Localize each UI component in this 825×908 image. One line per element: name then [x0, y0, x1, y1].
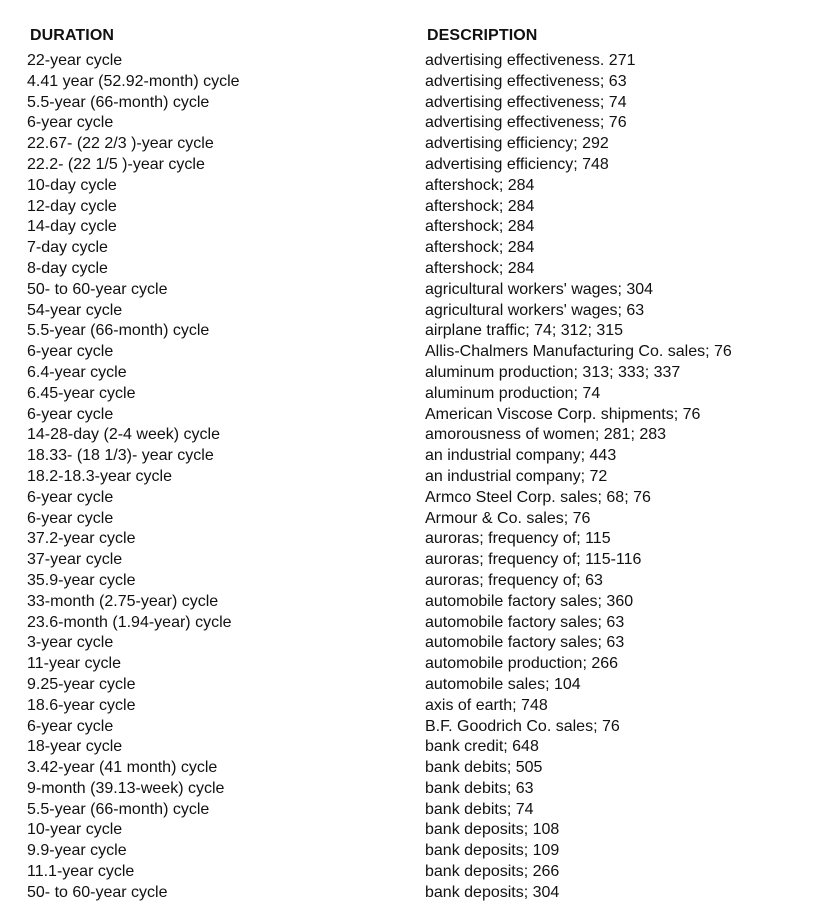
description-cell: advertising effectiveness; 76: [425, 114, 627, 132]
description-cell: aftershock; 284: [425, 197, 535, 215]
duration-cell: 11.1-year cycle: [27, 863, 135, 881]
table-row: [0, 820, 825, 841]
table-row: [0, 155, 825, 176]
description-cell: Armco Steel Corp. sales; 68; 76: [425, 488, 651, 506]
table-row: [0, 51, 825, 72]
table-row: [0, 197, 825, 218]
table-row: [0, 384, 825, 405]
table-row: [0, 758, 825, 779]
description-cell: aftershock; 284: [425, 259, 535, 277]
table-row: [0, 800, 825, 821]
description-cell: bank deposits; 304: [425, 883, 560, 901]
table-row: [0, 259, 825, 280]
duration-column-header: DURATION: [30, 27, 115, 44]
duration-cell: 6-year cycle: [27, 488, 114, 506]
duration-cell: 54-year cycle: [27, 301, 123, 319]
table-row: [0, 571, 825, 592]
duration-cell: 5.5-year (66-month) cycle: [27, 800, 210, 818]
table-row: [0, 301, 825, 322]
table-row: [0, 217, 825, 238]
table-row: [0, 696, 825, 717]
table-row: [0, 592, 825, 613]
description-cell: automobile factory sales; 360: [425, 592, 634, 610]
duration-cell: 18.33- (18 1/3)- year cycle: [27, 447, 214, 465]
description-cell: automobile production; 266: [425, 655, 619, 673]
table-row: [0, 238, 825, 259]
duration-cell: 9-month (39.13-week) cycle: [27, 779, 225, 797]
description-cell: aluminum production; 313; 333; 337: [425, 363, 681, 381]
duration-cell: 6-year cycle: [27, 405, 114, 423]
table-row: [0, 550, 825, 571]
description-cell: advertising effectiveness. 271: [425, 52, 636, 69]
description-cell: Armour & Co. sales; 76: [425, 509, 591, 527]
table-row: [0, 321, 825, 342]
description-cell: bank deposits; 266: [425, 863, 560, 881]
table-row: [0, 342, 825, 363]
description-cell: bank deposits; 108: [425, 821, 560, 839]
description-cell: American Viscose Corp. shipments; 76: [425, 405, 701, 423]
description-cell: Allis-Chalmers Manufacturing Co. sales; 76: [425, 343, 732, 361]
table-row: [0, 467, 825, 488]
duration-cell: 4.41 year (52.92-month) cycle: [27, 72, 240, 90]
table-row: [0, 93, 825, 114]
duration-cell: 6.45-year cycle: [27, 384, 136, 402]
duration-cell: 5.5-year (66-month) cycle: [27, 322, 210, 340]
duration-cell: 10-day cycle: [27, 176, 117, 194]
duration-cell: 35.9-year cycle: [27, 571, 136, 589]
duration-cell: 6-year cycle: [27, 114, 114, 132]
duration-cell: 5.5-year (66-month) cycle: [27, 93, 210, 111]
table-row: [0, 425, 825, 446]
duration-cell: 6.4-year cycle: [27, 363, 127, 381]
table-row: [0, 446, 825, 467]
duration-cell: 10-year cycle: [27, 821, 123, 839]
duration-cell: 22-year cycle: [27, 52, 123, 69]
duration-cell: 3-year cycle: [27, 634, 114, 652]
duration-cell: 37-year cycle: [27, 551, 123, 569]
description-cell: aluminum production; 74: [425, 384, 601, 402]
duration-cell: 22.67- (22 2/3 )-year cycle: [27, 135, 214, 153]
duration-cell: 11-year cycle: [27, 655, 121, 673]
description-cell: aftershock; 284: [425, 218, 535, 236]
duration-cell: 18-year cycle: [27, 738, 123, 756]
duration-cell: 14-28-day (2-4 week) cycle: [27, 426, 220, 444]
duration-cell: 6-year cycle: [27, 509, 114, 527]
table-row: [0, 613, 825, 634]
duration-cell: 14-day cycle: [27, 218, 117, 236]
description-cell: aftershock; 284: [425, 239, 535, 257]
description-cell: advertising efficiency; 748: [425, 155, 609, 173]
duration-cell: 50- to 60-year cycle: [27, 883, 168, 901]
table-row: [0, 717, 825, 738]
duration-cell: 6-year cycle: [27, 343, 114, 361]
description-cell: bank debits; 505: [425, 759, 543, 777]
duration-cell: 12-day cycle: [27, 197, 117, 215]
duration-cell: 37.2-year cycle: [27, 530, 136, 548]
table-row: [0, 509, 825, 530]
table-row: [0, 633, 825, 654]
duration-cell: 6-year cycle: [27, 717, 114, 735]
duration-cell: 50- to 60-year cycle: [27, 280, 168, 298]
table-row: [0, 405, 825, 426]
description-cell: auroras; frequency of; 115-116: [425, 551, 642, 569]
description-cell: auroras; frequency of; 115: [425, 530, 611, 548]
table-row: [0, 654, 825, 675]
description-cell: advertising efficiency; 292: [425, 135, 609, 153]
table-row: [0, 862, 825, 883]
table-row: [0, 72, 825, 93]
description-cell: automobile sales; 104: [425, 675, 581, 693]
table-row: [0, 488, 825, 509]
duration-cell: 18.6-year cycle: [27, 696, 136, 714]
description-cell: automobile factory sales; 63: [425, 634, 625, 652]
duration-cell: 33-month (2.75-year) cycle: [27, 592, 219, 610]
description-cell: automobile factory sales; 63: [425, 613, 625, 631]
duration-cell: 9.9-year cycle: [27, 842, 127, 860]
description-cell: auroras; frequency of; 63: [425, 571, 603, 589]
duration-cell: 9.25-year cycle: [27, 675, 136, 693]
table-row: [0, 883, 825, 904]
table-row: [0, 280, 825, 301]
table-row: [0, 113, 825, 134]
cycle-table-body: [0, 51, 825, 904]
description-cell: an industrial company; 72: [425, 467, 608, 485]
description-column-header: DESCRIPTION: [427, 27, 538, 44]
duration-cell: 23.6-month (1.94-year) cycle: [27, 613, 232, 631]
table-row: [0, 134, 825, 155]
description-cell: aftershock; 284: [425, 176, 535, 194]
duration-cell: 18.2-18.3-year cycle: [27, 467, 172, 485]
description-cell: agricultural workers' wages; 63: [425, 301, 645, 319]
description-cell: advertising effectiveness; 63: [425, 72, 627, 90]
description-cell: bank deposits; 109: [425, 842, 560, 860]
duration-cell: 3.42-year (41 month) cycle: [27, 759, 218, 777]
description-cell: advertising effectiveness; 74: [425, 93, 627, 111]
table-row: [0, 841, 825, 862]
table-row: [0, 675, 825, 696]
table-row: [0, 529, 825, 550]
description-cell: agricultural workers' wages; 304: [425, 280, 654, 298]
description-cell: an industrial company; 443: [425, 447, 617, 465]
description-cell: bank debits; 74: [425, 800, 534, 818]
table-row: [0, 176, 825, 197]
description-cell: airplane traffic; 74; 312; 315: [425, 322, 624, 340]
duration-cell: 22.2- (22 1/5 )-year cycle: [27, 155, 205, 173]
description-cell: axis of earth; 748: [425, 696, 548, 714]
description-cell: B.F. Goodrich Co. sales; 76: [425, 717, 620, 735]
table-row: [0, 363, 825, 384]
table-row: [0, 737, 825, 758]
description-cell: amorousness of women; 281; 283: [425, 426, 667, 444]
duration-cell: 8-day cycle: [27, 259, 108, 277]
table-row: [0, 779, 825, 800]
duration-cell: 7-day cycle: [27, 239, 108, 257]
description-cell: bank debits; 63: [425, 779, 534, 797]
description-cell: bank credit; 648: [425, 738, 539, 756]
